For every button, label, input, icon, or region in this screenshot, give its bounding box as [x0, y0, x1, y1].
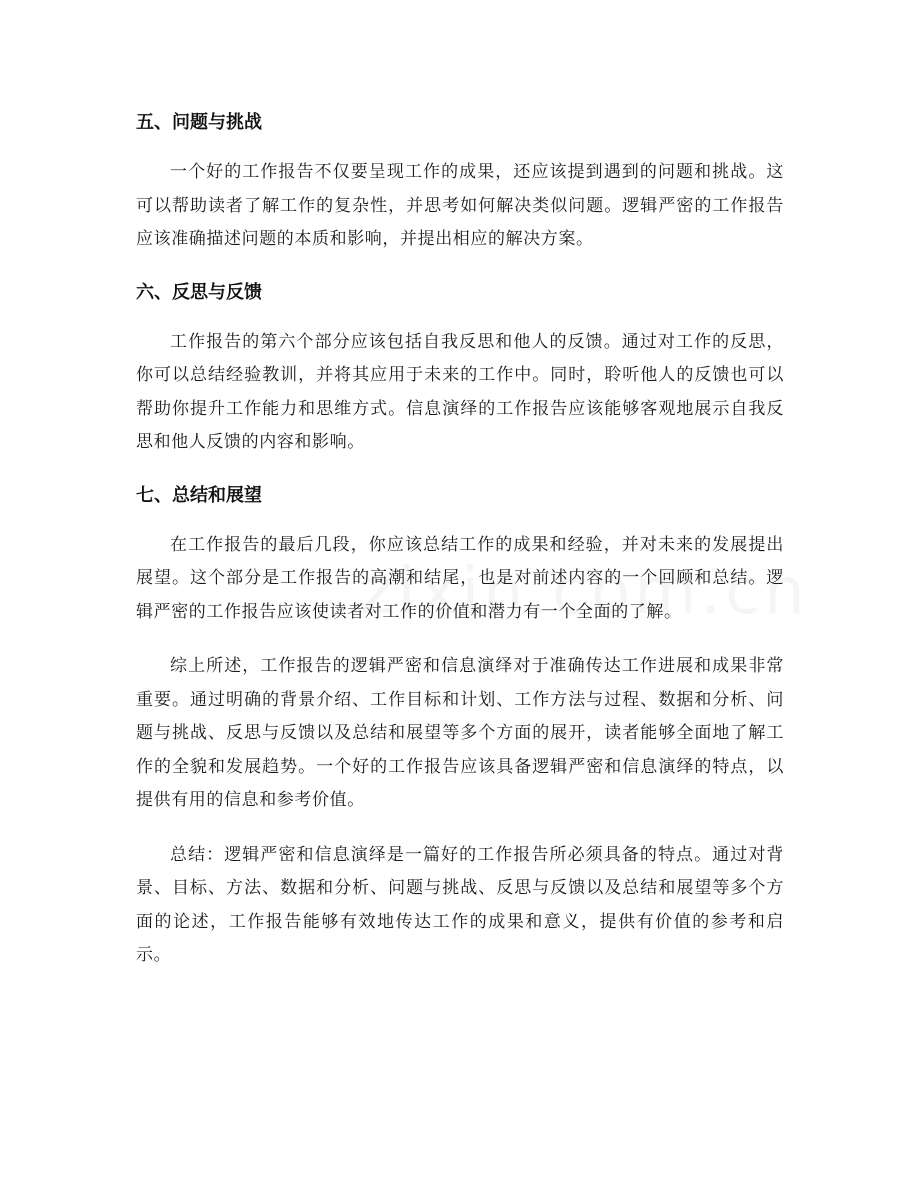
section-reflection-feedback — [136, 278, 784, 460]
paragraph: 在工作报告的最后几段，你应该总结工作的成果和经验，并对未来的发展提出展望。这个部分是工作报告的高潮和结尾，也是对前述内容的一个回顾和总结。逻辑严密的工作报告应该使读者对工作的价值和潜力有一个全面的了解。 — [136, 534, 784, 622]
paragraph: 总结：逻辑严密和信息演绎是一篇好的工作报告所必须具备的特点。通过对背景、目标、方法、数据和分析、问题与挑战、反思与反馈以及总结和展望等多个方面的论述，工作报告能够有效地传达工作的成果和意义，提供有价值的参考和启示。 — [136, 844, 784, 965]
paragraph: 一个好的工作报告不仅要呈现工作的成果，还应该提到遇到的问题和挑战。这可以帮助读者了解工作的复杂性，并思考如何解决类似问题。逻辑严密的工作报告应该准确描述问题的本质和影响，并提出相应的解决方案。 — [136, 162, 784, 249]
section-heading: 七、总结和展望 — [136, 484, 262, 506]
section-heading: 五、问题与挑战 — [136, 112, 262, 133]
section-heading: 六、反思与反馈 — [136, 281, 262, 303]
section-problems-challenges — [136, 108, 784, 257]
section-summary-outlook — [136, 481, 784, 973]
paragraph: 综上所述，工作报告的逻辑严密和信息演绎对于准确传达工作进展和成果非常重要。通过明确的背景介绍、工作目标和计划、工作方法与过程、数据和分析、问题与挑战、反思与反馈以及总结和展望等多个方面的展开，读者能够全面地了解工作的全貌和发展趋势。一个好的工作报告应该具备逻辑严密和信息演绎的特点，以提供有用的信息和参考价值。 — [136, 656, 784, 810]
paragraph: 工作报告的第六个部分应该包括自我反思和他人的反馈。通过对工作的反思，你可以总结经验教训，并将其应用于未来的工作中。同时，聆听他人的反馈也可以帮助你提升工作能力和思维方式。信息演绎的工作报告应该能够客观地展示自我反思和他人反馈的内容和影响。 — [136, 331, 784, 452]
